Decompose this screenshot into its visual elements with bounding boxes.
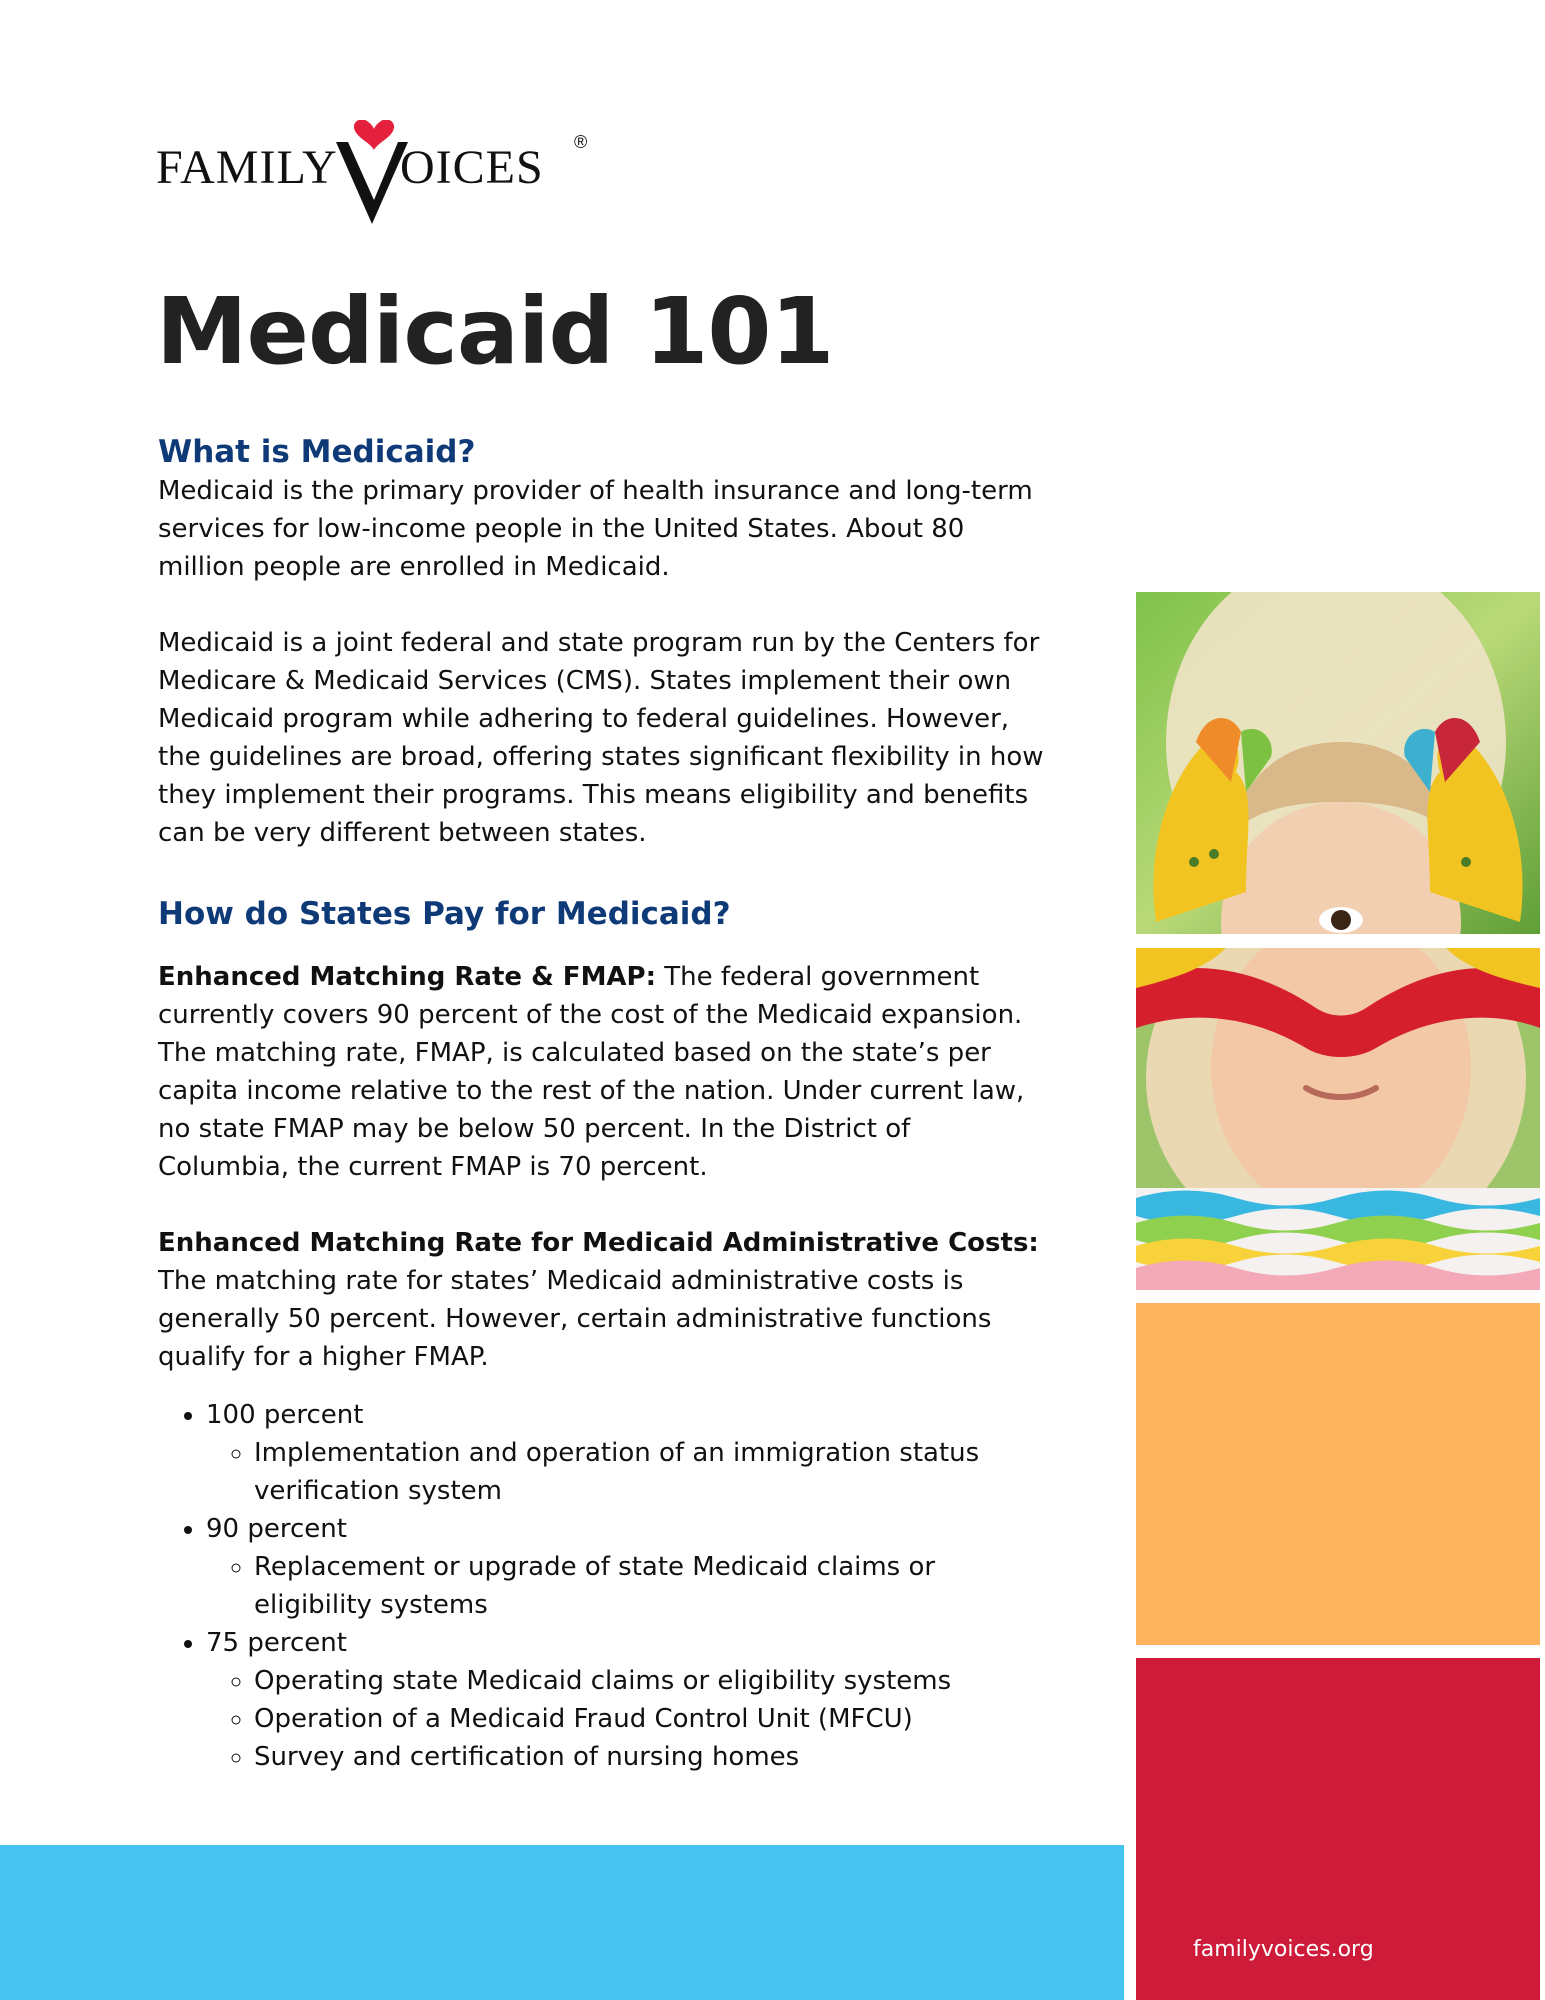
heading-how-states-pay: How do States Pay for Medicaid? — [158, 896, 731, 932]
orange-color-block — [1136, 1303, 1540, 1645]
fmap-label: Enhanced Matching Rate & FMAP: — [158, 962, 657, 992]
logo-word-oices: OICES — [400, 141, 544, 194]
admin-label: Enhanced Matching Rate for Medicaid Administrative Costs: — [158, 1228, 1039, 1258]
rate-list — [158, 1396, 1048, 1776]
list-item — [206, 1396, 1048, 1510]
paragraph-admin-costs — [158, 1224, 1048, 1376]
logo-word-family: FAMILY — [156, 141, 338, 194]
page-title: Medicaid 101 — [156, 278, 834, 385]
photo-child-upper-image — [1136, 592, 1540, 934]
list-item: ◦ Operating state Medicaid claims or eligibility systems — [254, 1662, 1048, 1700]
rate-sublist — [206, 1662, 1048, 1776]
list-item — [206, 1624, 1048, 1776]
rate-sublist — [206, 1548, 1048, 1624]
blue-footer-band — [0, 1845, 1124, 2000]
list-item: ◦ Implementation and operation of an immigration status verification system — [254, 1434, 1048, 1510]
fmap-text: The federal government currently covers 90 percent of the cost of the Medicaid expansion. The matching rate, FMAP, is calculated based on the state’s per capita income relative to the rest of the nation. Under current law, no state FMAP may be below 50 percent. In the District of Columbia, the current FMAP is 70 percent. — [158, 962, 1025, 1182]
admin-text: The matching rate for states’ Medicaid administrative costs is generally 50 percent. However, certain administrative functions qualify for a higher FMAP. — [158, 1266, 992, 1372]
list-item: ◦ Replacement or upgrade of state Medicaid claims or eligibility systems — [254, 1548, 1048, 1624]
main-content — [158, 434, 1048, 1776]
registered-mark: ® — [574, 132, 588, 152]
list-item: ◦ Survey and certification of nursing homes — [254, 1738, 1048, 1776]
family-voices-logo — [156, 118, 596, 228]
paragraph-joint-program: Medicaid is a joint federal and state program run by the Centers for Medicare & Medicaid Services (CMS). States implement their own Medicaid program while adhering to federal guidelines. However, the guidelines are broad, offering states significant flexibility in how they implement their programs. This means eligibility and benefits can be very different between states. — [158, 628, 1044, 848]
photo-child-lower — [1136, 948, 1540, 1290]
list-item: ◦ Operation of a Medicaid Fraud Control Unit (MFCU) — [254, 1700, 1048, 1738]
paragraph-fmap — [158, 958, 1048, 1186]
rate-label: 75 percent — [206, 1628, 347, 1658]
heading-what-is-medicaid: What is Medicaid? — [158, 434, 476, 470]
rate-label: 100 percent — [206, 1400, 364, 1430]
paragraph-medicaid-overview: Medicaid is the primary provider of health insurance and long-term services for low-income people in the United States. About 80 million people are enrolled in Medicaid. — [158, 476, 1033, 582]
photo-child-lower-image — [1136, 948, 1540, 1290]
list-item — [206, 1510, 1048, 1624]
rate-sublist — [206, 1434, 1048, 1510]
photo-child-upper — [1136, 592, 1540, 934]
website-link[interactable]: familyvoices.org — [1193, 1937, 1374, 1962]
rate-label: 90 percent — [206, 1514, 347, 1544]
